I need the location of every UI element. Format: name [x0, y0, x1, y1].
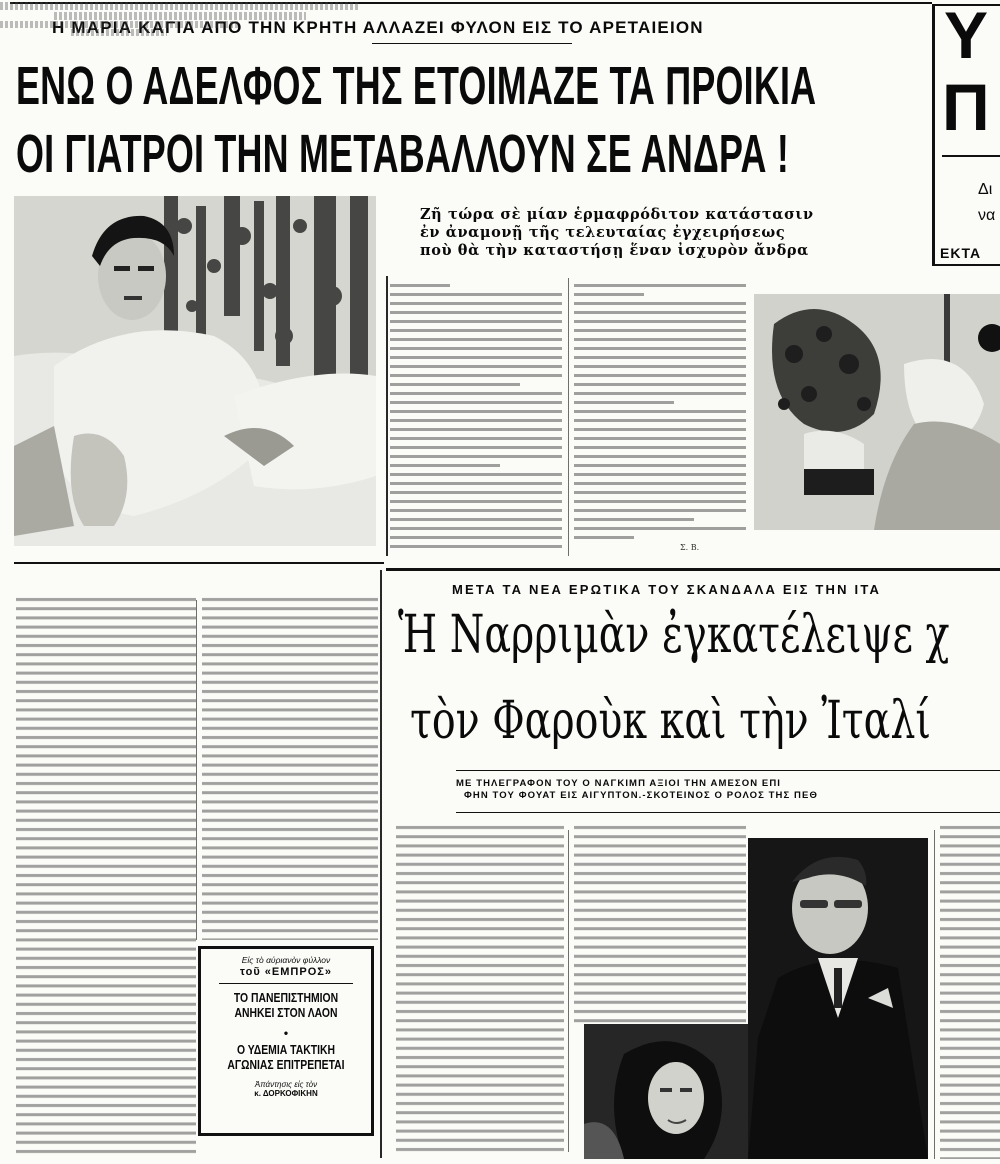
story1-subhead-line2: ἐν ἀναμονῇ τῆς τελευταίας ἐγχειρήσεως	[420, 224, 786, 241]
column-rule-6	[934, 830, 935, 1159]
story2-subhead-line2: ΦΗΝ ΤΟΥ ΦΟΥΑΤ ΕΙΣ ΑΙΓΥΠΤΟΝ.-ΣΚΟΤΕΙΝΟΣ Ο ΡΟΛΟΣ ΤΗΣ ΠΕΘ	[464, 790, 818, 801]
side-box-text-3: ΕΚΤΑ	[940, 245, 982, 261]
column-rule-2	[568, 278, 569, 556]
promo-box-line5: Ο ΥΔΕΜΙΑ ΤΑΚΤΙΚΗ	[236, 1042, 336, 1057]
promo-box-line8: κ. ΔΟΡΚΟΦΙΚΗΝ	[254, 1089, 318, 1098]
side-box-headline-1: Υ	[944, 0, 989, 72]
section-divider-left	[14, 562, 384, 564]
side-box-text-2: να	[978, 207, 996, 224]
promo-box-line2: τοῦ «ΕΜΠΡΟΣ»	[240, 966, 332, 978]
story1-subhead-line3: ποὺ θὰ τὴν καταστήσῃ ἕναν ἰσχυρὸν ἄνδρα	[420, 242, 809, 259]
maria-photo-drawing	[14, 196, 376, 546]
story1-body-column-1	[390, 282, 562, 554]
story1-subhead-line1: Ζῆ τώρα σὲ μίαν ἑρμαφρόδιτον κατάστασιν	[420, 206, 814, 223]
story2-column-3-lines	[940, 824, 1000, 1159]
story1-body-column-2	[574, 282, 746, 544]
promo-box-line6: ΑΓΩΝΙΑΣ ΕΠΙΤΡΕΠΕΤΑΙ	[227, 1057, 345, 1072]
flowers-photo-drawing	[754, 294, 1000, 530]
section-divider-right	[386, 568, 1000, 571]
column-rule-1	[386, 276, 388, 556]
promo-box-line4: ΑΝΗΚΕΙ ΣΤΟΝ ΛΑΟΝ	[234, 1005, 338, 1020]
lower-left-body-column-1	[16, 596, 196, 1156]
story2-body-column-2	[574, 824, 746, 1024]
story2-headline-line2: τὸν Φαροὺκ καὶ τὴν Ἰταλί	[410, 691, 931, 751]
side-box-left-border	[932, 4, 935, 266]
story1-headline-line1: ΕΝΩ Ο ΑΔΕΛΦΟΣ ΤΗΣ ΕΤΟΙΜΑΖΕ ΤΑ ΠΡΟΙΚΙΑ	[16, 56, 817, 116]
side-box-divider	[942, 155, 1000, 157]
lower-left-column-2-lines	[202, 596, 378, 940]
promo-box: Εἰς τὸ αὐριανὸν φύλλον τοῦ «ΕΜΠΡΟΣ» ΤΟ ΠΑΝΕΠΙΣΤΗΜΙΟΝ ΑΝΗΚΕΙ ΣΤΟΝ ΛΑΟΝ • Ο ΥΔΕΜΙΑ ΤΑΚΤΙΚΗ ΑΓΩΝΙΑΣ ΕΠΙΤΡΕΠΕΤΑΙ Ἀπάντησις εἰς τὸν κ. ΔΟΡΚΟΦΙΚΗΝ	[198, 946, 374, 1136]
lower-left-column-1-lines	[16, 596, 196, 1156]
maria-photo-caption	[0, 0, 360, 20]
story2-headline-line1: Ἡ Ναρριμὰν ἐγκατέλειψε χ	[398, 605, 950, 665]
maria-photo	[14, 196, 376, 546]
story1-kicker-rule	[372, 43, 572, 44]
story1-subhead	[420, 206, 880, 260]
lower-left-body-column-2	[202, 596, 378, 940]
story2-body-column-3	[940, 824, 1000, 1159]
story2-body-column-1	[396, 824, 564, 1154]
promo-box-line1: Εἰς τὸ αὐριανὸν φύλλον	[241, 955, 331, 965]
farouk-photo-drawing	[748, 838, 928, 1159]
story2-rule-bottom	[456, 812, 1000, 813]
story2-subhead-line1: ΜΕ ΤΗΛΕΓΡΑΦΟΝ ΤΟΥ Ο ΝΑΓΚΙΜΠ ΑΞΙΟΙ ΤΗΝ ΑΜΕΣΟΝ ΕΠΙ	[456, 778, 782, 789]
side-box-bottom-border	[932, 264, 1000, 266]
narriman-photo-drawing	[584, 1024, 748, 1159]
story2-column-1-lines	[396, 824, 564, 1154]
narriman-photo	[584, 1024, 748, 1159]
story2-column-2-lines	[574, 824, 746, 1024]
column-rule-4	[380, 570, 382, 1158]
farouk-photo	[748, 838, 928, 1159]
side-box-text-1: Δι	[978, 181, 993, 198]
column-rule-5	[568, 830, 569, 1152]
story2-rule-top	[456, 770, 1000, 771]
column-rule-3	[196, 600, 197, 940]
story1-signature: Σ. Β.	[680, 543, 700, 552]
story1-body-column-1-lines	[390, 282, 562, 554]
story1-body-column-2-lines	[574, 282, 746, 544]
flowers-photo	[754, 294, 1000, 530]
promo-box-line3: ΤΟ ΠΑΝΕΠΙΣΤΗΜΙΟΝ	[233, 990, 339, 1005]
story1-kicker: Η ΜΑΡΙΑ ΚΑΓΙΑ ΑΠΟ ΤΗΝ ΚΡΗΤΗ ΑΛΛΑΖΕΙ ΦΥΛΟΝ ΕΙΣ ΤΟ ΑΡΕΤΑΙΕΙΟΝ	[52, 18, 704, 37]
story2-kicker: ΜΕΤΑ ΤΑ ΝΕΑ ΕΡΩΤΙΚΑ ΤΟΥ ΣΚΑΝΔΑΛΑ ΕΙΣ ΤΗΝ ΙΤΑ	[452, 582, 882, 597]
side-box-headline-2: Π	[942, 70, 990, 144]
story2-subhead	[456, 778, 818, 802]
promo-box-line7: Ἀπάντησις εἰς τὸν	[254, 1080, 318, 1089]
story1-headline-line2: ΟΙ ΓΙΑΤΡΟΙ ΤΗΝ ΜΕΤΑΒΑΛΛΟΥΝ ΣΕ ΑΝΔΡΑ !	[16, 124, 789, 184]
